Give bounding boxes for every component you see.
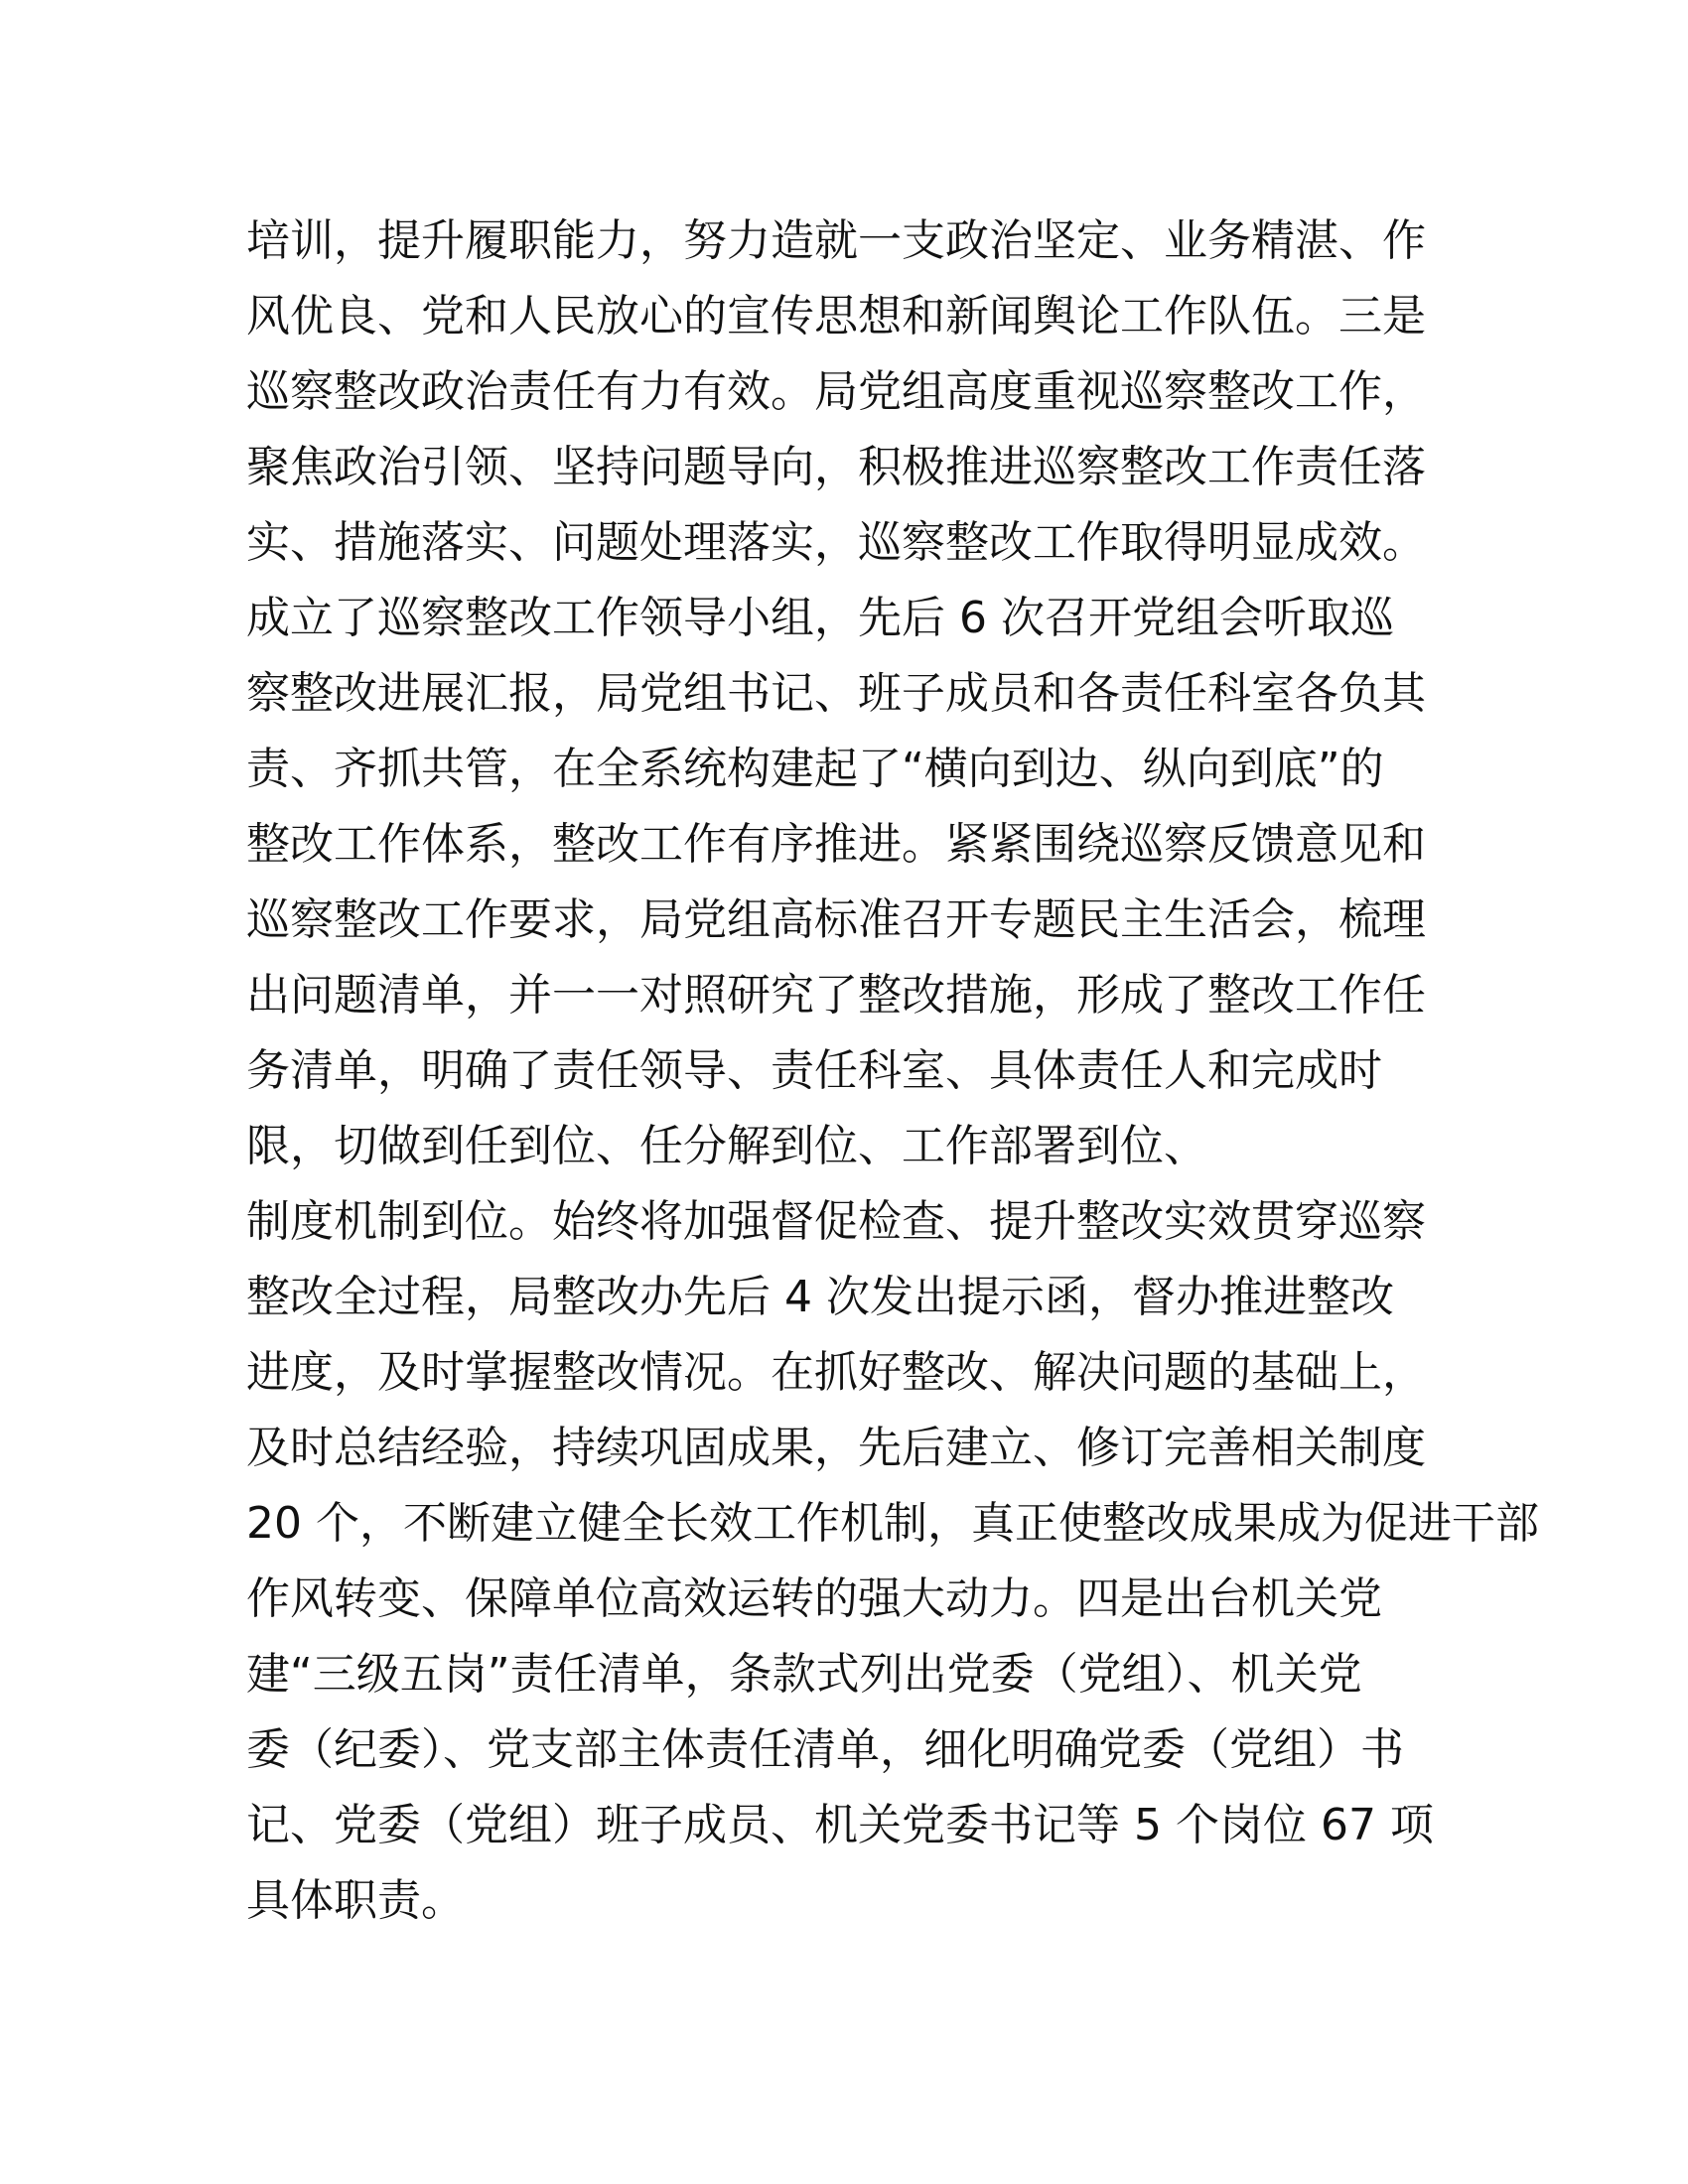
text-line: 20 个，不断建立健全长效工作机制，真正使整改成果成为促进干部	[246, 1498, 1539, 1549]
text-line: 聚焦政治引领、坚持问题导向，积极推进巡察整改工作责任落	[246, 442, 1426, 492]
text-line: 察整改进展汇报，局党组书记、班子成员和各责任科室各负其	[246, 668, 1426, 719]
text-line: 及时总结经验，持续巩固成果，先后建立、修订完善相关制度	[246, 1423, 1426, 1473]
text-line: 实、措施落实、问题处理落实，巡察整改工作取得明显成效。	[246, 517, 1426, 568]
text-line: 作风转变、保障单位高效运转的强大动力。四是出台机关党	[246, 1573, 1382, 1624]
text-line: 责、齐抓共管，在全系统构建起了“横向到边、纵向到底”的	[246, 744, 1384, 794]
text-line: 出问题清单，并一一对照研究了整改措施，形成了整改工作任	[246, 970, 1426, 1021]
text-line: 记、党委（党组）班子成员、机关党委书记等 5 个岗位 67 项	[246, 1800, 1434, 1850]
text-line: 务清单，明确了责任领导、责任科室、具体责任人和完成时	[246, 1045, 1382, 1096]
text-line: 巡察整改工作要求，局党组高标准召开专题民主生活会，梳理	[246, 894, 1426, 945]
text-line: 委（纪委）、党支部主体责任清单，细化明确党委（党组）书	[246, 1724, 1404, 1775]
text-line: 制度机制到位。始终将加强督促检查、提升整改实效贯穿巡察	[246, 1196, 1426, 1247]
text-line: 具体职责。	[246, 1875, 465, 1926]
text-line: 限，切做到任到位、任分解到位、工作部署到位、	[246, 1121, 1207, 1171]
text-line: 进度，及时掌握整改情况。在抓好整改、解决问题的基础上，	[246, 1347, 1426, 1398]
text-line: 整改工作体系，整改工作有序推进。紧紧围绕巡察反馈意见和	[246, 819, 1426, 870]
text-line: 风优良、党和人民放心的宣传思想和新闻舆论工作队伍。三是	[246, 291, 1426, 341]
text-line: 巡察整改政治责任有力有效。局党组高度重视巡察整改工作，	[246, 366, 1426, 417]
text-line: 整改全过程，局整改办先后 4 次发出提示函，督办推进整改	[246, 1272, 1394, 1322]
body-text	[246, 204, 1557, 1939]
text-line: 成立了巡察整改工作领导小组，先后 6 次召开党组会听取巡	[246, 593, 1394, 643]
text-line: 建“三级五岗”责任清单，条款式列出党委（党组）、机关党	[246, 1649, 1362, 1700]
text-line: 培训，提升履职能力，努力造就一支政治坚定、业务精湛、作	[246, 215, 1426, 266]
